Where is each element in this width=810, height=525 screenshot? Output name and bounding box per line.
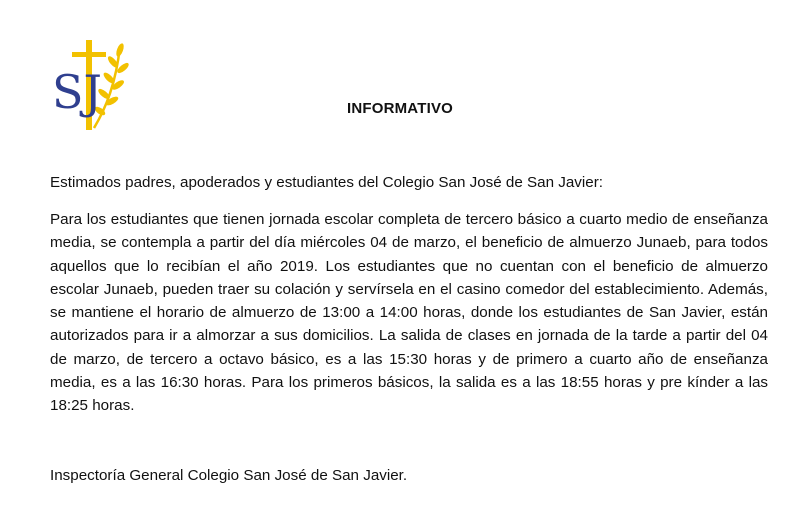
body-paragraph: Para los estudiantes que tienen jornada escolar completa de tercero básico a cuarto medio de enseñanza media, se contempla a partir del día miércoles 04 de marzo, el beneficio de almuerzo Junaeb, para todos aquellos que lo recibían el año 2019. Los estudiantes que no cuentan con el beneficio de almuerzo escolar Junaeb, pueden traer su colación y servírsela en el casino comedor del establecimiento. Además, se mantiene el horario de almuerzo de 13:00 a 14:00 horas, donde los estudiantes de San Javier, están autorizados para ir a almorzar a sus domicilios. La salida de clases en jornada de la tarde a partir del 04 de marzo, de tercero a octavo básico, es a las 15:30 horas y de primero a cuarto año de enseñanza media, es a las 16:30 horas. Para los primeros básicos, la salida es a las 18:55 horas y pre kínder a las 18:25 horas.: [50, 211, 768, 415]
school-logo: [50, 38, 130, 133]
greeting-line: Estimados padres, apoderados y estudiantes del Colegio San José de San Javier:: [50, 174, 603, 191]
signature-line: Inspectoría General Colegio San José de San Javier.: [50, 467, 408, 484]
document-title: INFORMATIVO: [346, 100, 454, 117]
logo-letters: SJ: [52, 65, 102, 119]
